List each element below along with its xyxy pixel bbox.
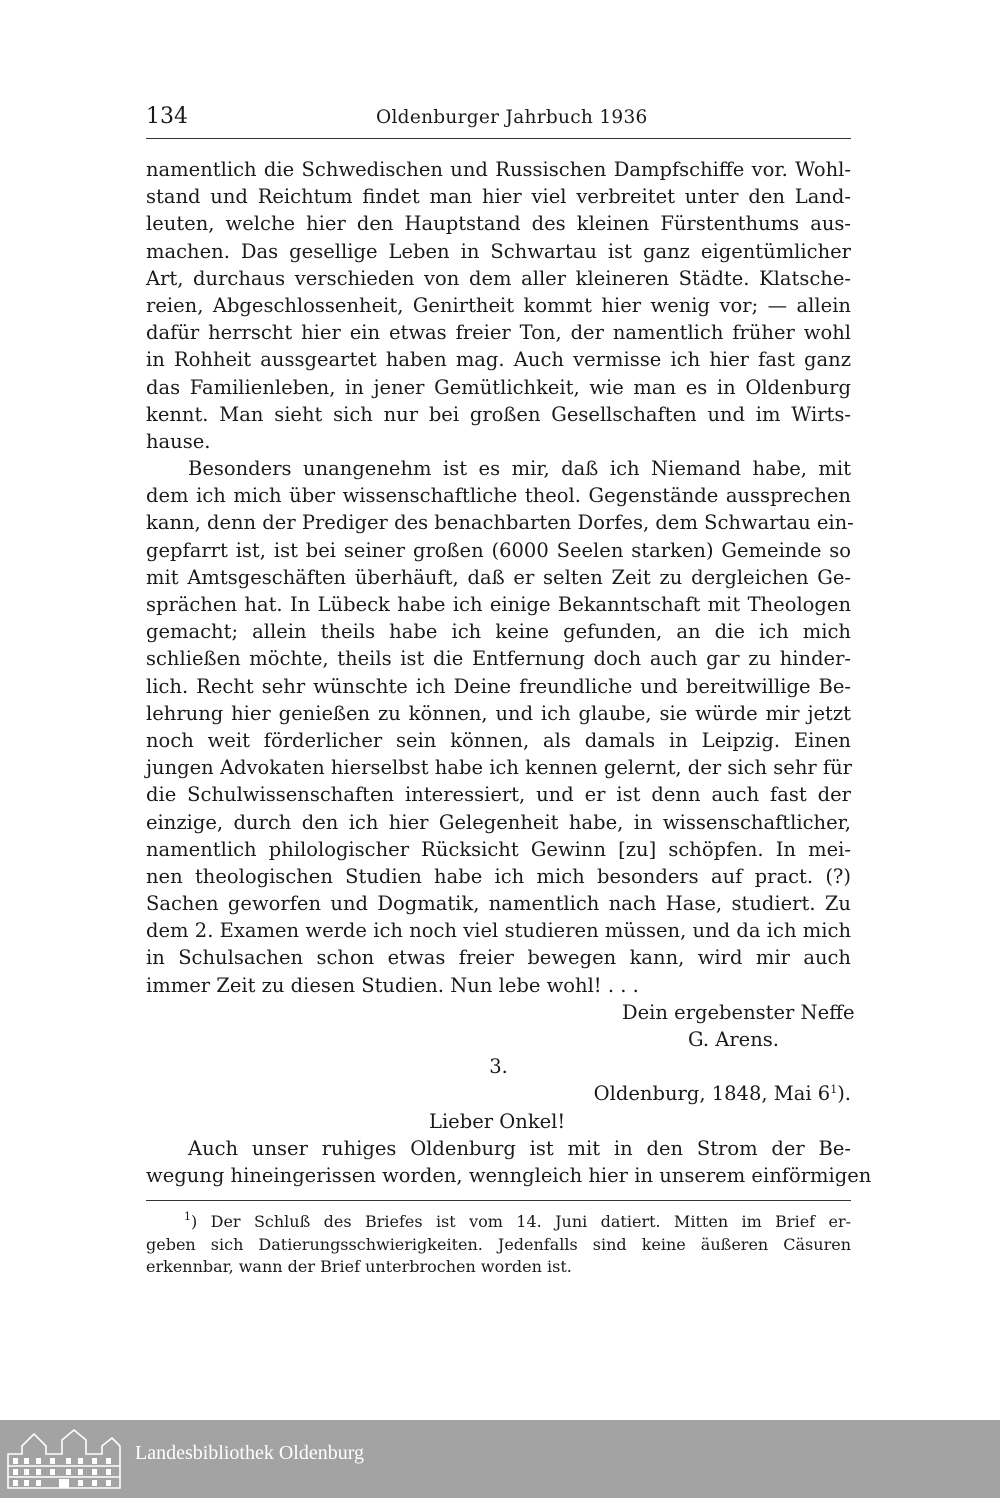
text-line: die Schulwissenschaften interessiert, und er ist denn auch fast der <box>146 783 851 807</box>
text-line: dem 2. Examen werde ich noch viel studieren müssen, und da ich mich <box>146 919 851 943</box>
text-line: namentlich die Schwedischen und Russischen Dampfschiffe vor. Wohl- <box>146 158 851 181</box>
footnote-marker: 1 <box>184 1210 191 1223</box>
page-header <box>146 104 851 139</box>
footnote-line <box>146 1211 851 1234</box>
text-line: schließen möchte, theils ist die Entfernung doch auch gar zu hinder- <box>146 647 851 671</box>
text-line: in Rohheit aussgeartet haben mag. Auch vermisse ich hier fast ganz <box>146 348 851 372</box>
body-text <box>146 156 872 1189</box>
text-line: namentlich philologischer Rücksicht Gewinn [zu] schöpfen. In mei- <box>146 837 851 861</box>
running-title: Oldenburger Jahrbuch 1936 <box>376 107 648 128</box>
text-line: noch weit förderlicher sein können, als damals in Leipzig. Einen <box>146 728 851 752</box>
text-line: Auch unser ruhiges Oldenburg ist mit in den Strom der Be- <box>188 1136 851 1160</box>
footer-bar <box>0 1420 1000 1498</box>
text-line: kennt. Man sieht sich nur bei großen Gesellschaften und im Wirts- <box>146 402 851 426</box>
footnote <box>146 1211 851 1279</box>
text-line: Besonders unangenehm ist es mir, daß ich Niemand habe, mit <box>188 457 851 481</box>
text-line: reien, Abgeschlossenheit, Genirtheit kommt hier wenig vor; — allein <box>146 293 851 317</box>
library-name: Landesbibliothek Oldenburg <box>135 1442 365 1464</box>
footnote-divider <box>146 1200 851 1201</box>
text-line: jungen Advokaten hierselbst habe ich kennen gelernt, der sich sehr für <box>146 756 852 780</box>
signature-closing: Dein ergebenster Neffe <box>622 1000 855 1024</box>
place-date-end: ). <box>837 1082 851 1106</box>
text-line: das Familienleben, in jener Gemütlichkeit, wie man es in Oldenburg <box>146 375 851 399</box>
salutation: Lieber Onkel! <box>429 1109 566 1133</box>
page-number: 134 <box>146 104 188 129</box>
text-line: lich. Recht sehr wünschte ich Deine freundliche und bereitwillige Be- <box>146 674 851 698</box>
text-line: gepfarrt ist, ist bei seiner großen (6000 Seelen starken) Gemeinde so <box>146 538 851 562</box>
text-line: Art, durchaus verschieden von dem aller kleineren Städte. Klatsche- <box>146 266 851 290</box>
place-date-text: Oldenburg, 1848, Mai 6 <box>593 1082 831 1106</box>
place-date <box>146 1080 851 1107</box>
text-line: lehrung hier genießen zu können, und ich glaube, sie würde mir jetzt <box>146 701 851 725</box>
text-line: stand und Reichtum findet man hier viel verbreitet unter den Land- <box>146 185 851 209</box>
signature-name: G. Arens. <box>688 1028 779 1051</box>
text-line: einzige, durch den ich hier Gelegenheit habe, in wissenschaftlicher, <box>146 810 851 834</box>
text-line: gemacht; allein theils habe ich keine gefunden, an die ich mich <box>146 620 851 644</box>
text-line: Sachen geworfen und Dogmatik, namentlich nach Hase, studiert. Zu <box>146 892 851 916</box>
letter-number: 3. <box>489 1055 508 1079</box>
footnote-line: geben sich Datierungsschwierigkeiten. Jedenfalls sind keine äußeren Cäsuren <box>146 1234 851 1254</box>
library-building-icon <box>4 1426 124 1492</box>
text-line: immer Zeit zu diesen Studien. Nun lebe wohl! . . . <box>146 973 639 997</box>
text-line: dafür herrscht hier ein etwas freier Ton, der namentlich früher wohl <box>146 321 851 345</box>
footnote-ref: 1 <box>830 1083 838 1097</box>
footnote-line: erkennbar, wann der Brief unterbrochen worden ist. <box>146 1257 572 1276</box>
text-line: dem ich mich über wissenschaftliche theol. Gegenstände aussprechen <box>146 484 851 508</box>
footnote-line-text: ) Der Schluß des Briefes ist vom 14. Juni datiert. Mitten im Brief er- <box>191 1212 851 1231</box>
text-line: nen theologischen Studien habe ich mich besonders auf pract. (?) <box>146 864 851 888</box>
text-line: hause. <box>146 429 211 453</box>
text-line: sprächen hat. In Lübeck habe ich einige Bekanntschaft mit Theologen <box>146 593 851 616</box>
text-line: leuten, welche hier den Hauptstand des kleinen Fürstenthums aus- <box>146 212 851 236</box>
text-line: kann, denn der Prediger des benachbarten Dorfes, dem Schwartau ein- <box>146 511 854 535</box>
text-line: in Schulsachen schon etwas freier bewegen kann, wird mir auch <box>146 946 851 970</box>
text-line: wegung hineingerissen worden, wenngleich hier in unserem einförmigen <box>146 1163 872 1187</box>
text-line: machen. Das gesellige Leben in Schwartau ist ganz eigentümlicher <box>146 239 851 263</box>
text-line: mit Amtsgeschäften überhäuft, daß er selten Zeit zu dergleichen Ge- <box>146 565 851 589</box>
